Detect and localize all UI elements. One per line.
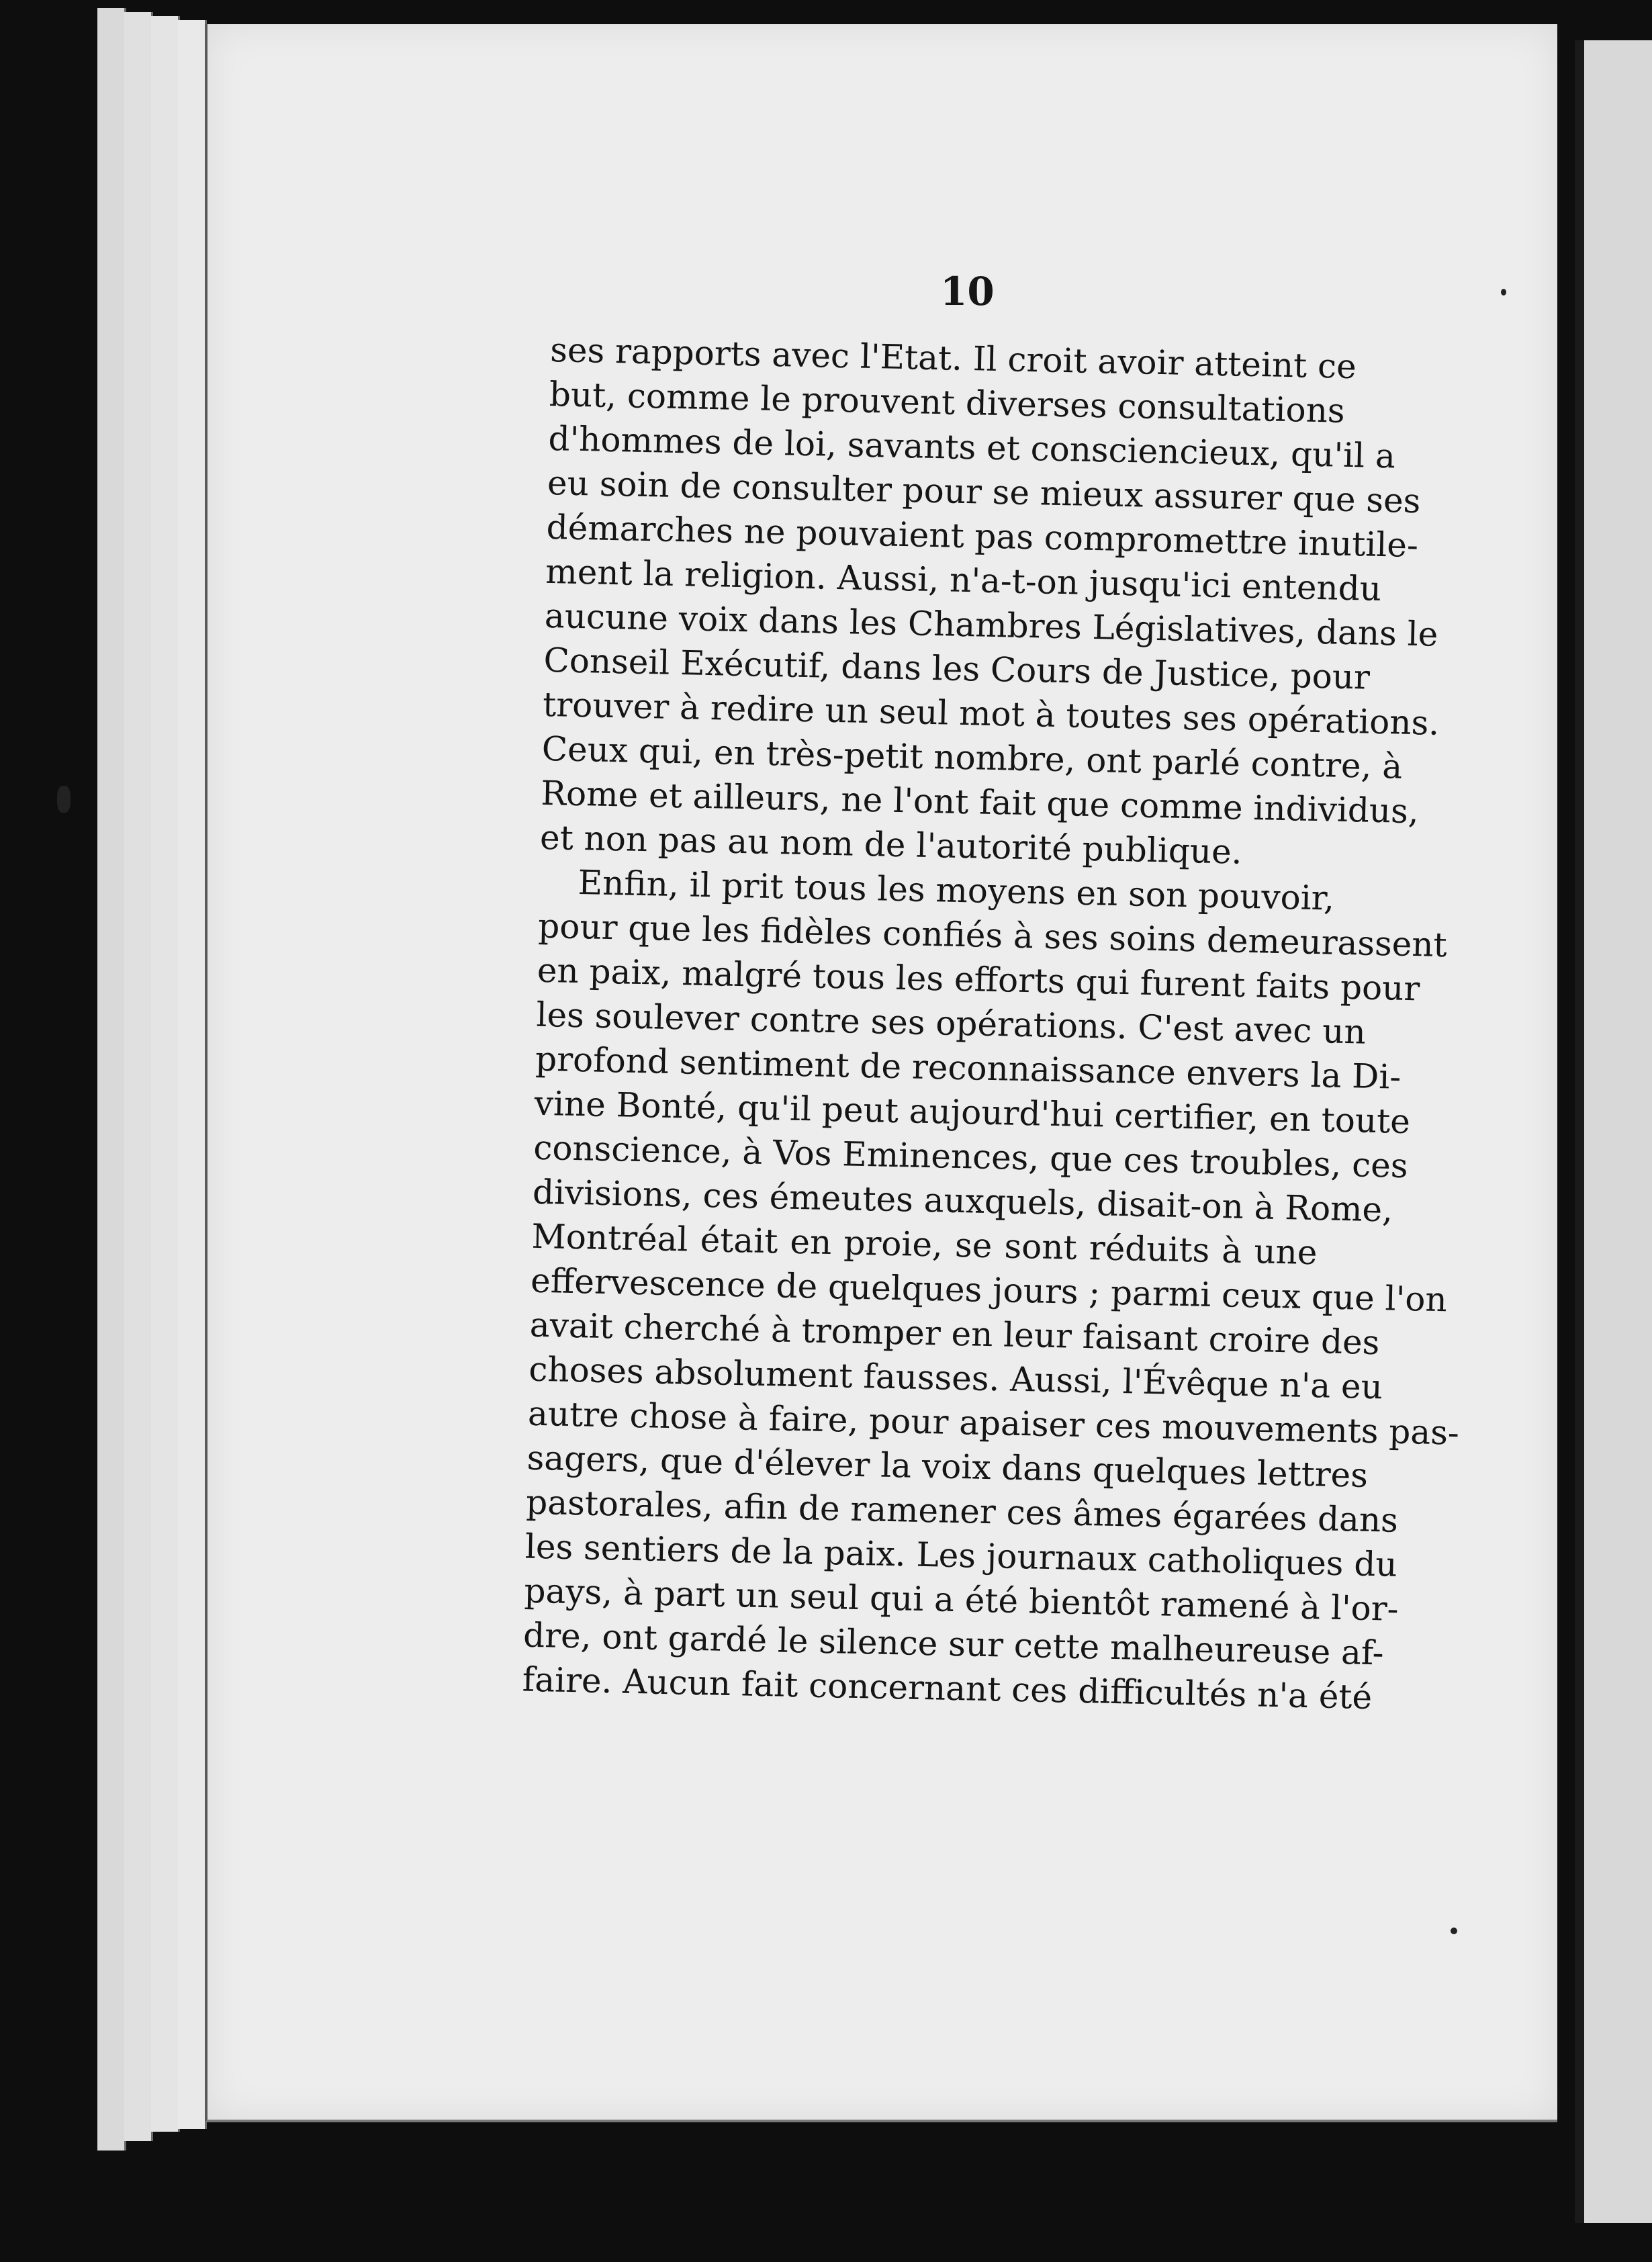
text-line: trouver à redire un seul mot à toutes ses opérations. — [542, 684, 1440, 743]
text-line: démarches ne pouvaient pas compromettre inutile- — [546, 507, 1419, 566]
text-line: Rome et ailleurs, ne l'ont fait que comme individus, — [540, 773, 1420, 831]
text-line: autre chose à faire, pour apaiser ces mouvements pas- — [527, 1394, 1460, 1453]
text-line: Ceux qui, en très-petit nombre, ont parlé contre, à — [541, 729, 1403, 786]
text-line: pays, à part un seul qui a été bientôt ramené à l'or- — [524, 1571, 1399, 1629]
page-edge — [151, 16, 180, 2132]
body-text — [522, 328, 1460, 1718]
text-line: but, comme le prouvent diverses consultations — [549, 374, 1346, 431]
text-line: sagers, que d'élever la voix dans quelques lettres — [526, 1438, 1369, 1495]
text-line: ses rapports avec l'Etat. Il croit avoir atteint ce — [549, 330, 1357, 387]
page-edge — [97, 8, 126, 2151]
text-line: ment la religion. Aussi, n'a-t-on jusqu'ici entendu — [545, 551, 1382, 608]
facing-page-edge — [1575, 40, 1652, 2223]
specks — [57, 786, 71, 813]
text-line: eu soin de consulter pour se mieux assurer que ses — [547, 463, 1421, 521]
specks — [1501, 289, 1506, 296]
text-line: et non pas au nom de l'autorité publique. — [539, 817, 1243, 872]
text-line: Conseil Exécutif, dans les Cours de Justice, pour — [543, 640, 1371, 697]
text-line: les soulever contre ses opérations. C'est avec un — [535, 995, 1367, 1052]
text-line: dre, ont gardé le silence sur cette malheureuse af- — [522, 1615, 1385, 1673]
page-edge — [124, 12, 153, 2141]
text-line: vine Bonté, qu'il peut aujourd'hui certifier, en toute — [534, 1083, 1411, 1142]
text-line: divisions, ces émeutes auxquels, disait-on à Rome, — [532, 1172, 1393, 1230]
text-line: Montréal était en proie, se sont réduits à une — [531, 1216, 1318, 1273]
text-line: en paix, malgré tous les efforts qui furent faits pour — [537, 950, 1420, 1009]
text-line: aucune voix dans les Chambres Législatives, dans le — [544, 596, 1438, 654]
text-line: avait cherché à tromper en leur faisant croire des — [529, 1305, 1380, 1363]
text-line: choses absolument fausses. Aussi, l'Évêque n'a eu — [528, 1349, 1383, 1407]
text-line: faire. Aucun fait concernant ces difficultés n'a été — [522, 1660, 1373, 1717]
text-line: profond sentiment de reconnaissance envers la Di- — [535, 1039, 1402, 1097]
text-line: pastorales, afin de ramener ces âmes égarées dans — [525, 1482, 1399, 1540]
text-line: effervescence de quelques jours ; parmi ceux que l'on — [530, 1261, 1448, 1320]
page-edge — [178, 20, 207, 2129]
text-line: Enfin, il prit tous les moyens en son pouvoir, — [578, 863, 1335, 918]
text-line: conscience, à Vos Eminences, que ces troubles, ces — [533, 1128, 1409, 1186]
text-line: les sentiers de la paix. Les journaux catholiques du — [524, 1527, 1398, 1584]
specks — [1451, 1928, 1457, 1934]
text-line: d'hommes de loi, savants et consciencieux, qu'il a — [547, 418, 1396, 476]
text-line: pour que les fidèles confiés à ses soins demeurassent — [537, 906, 1448, 965]
page-number: 10 — [940, 269, 995, 314]
